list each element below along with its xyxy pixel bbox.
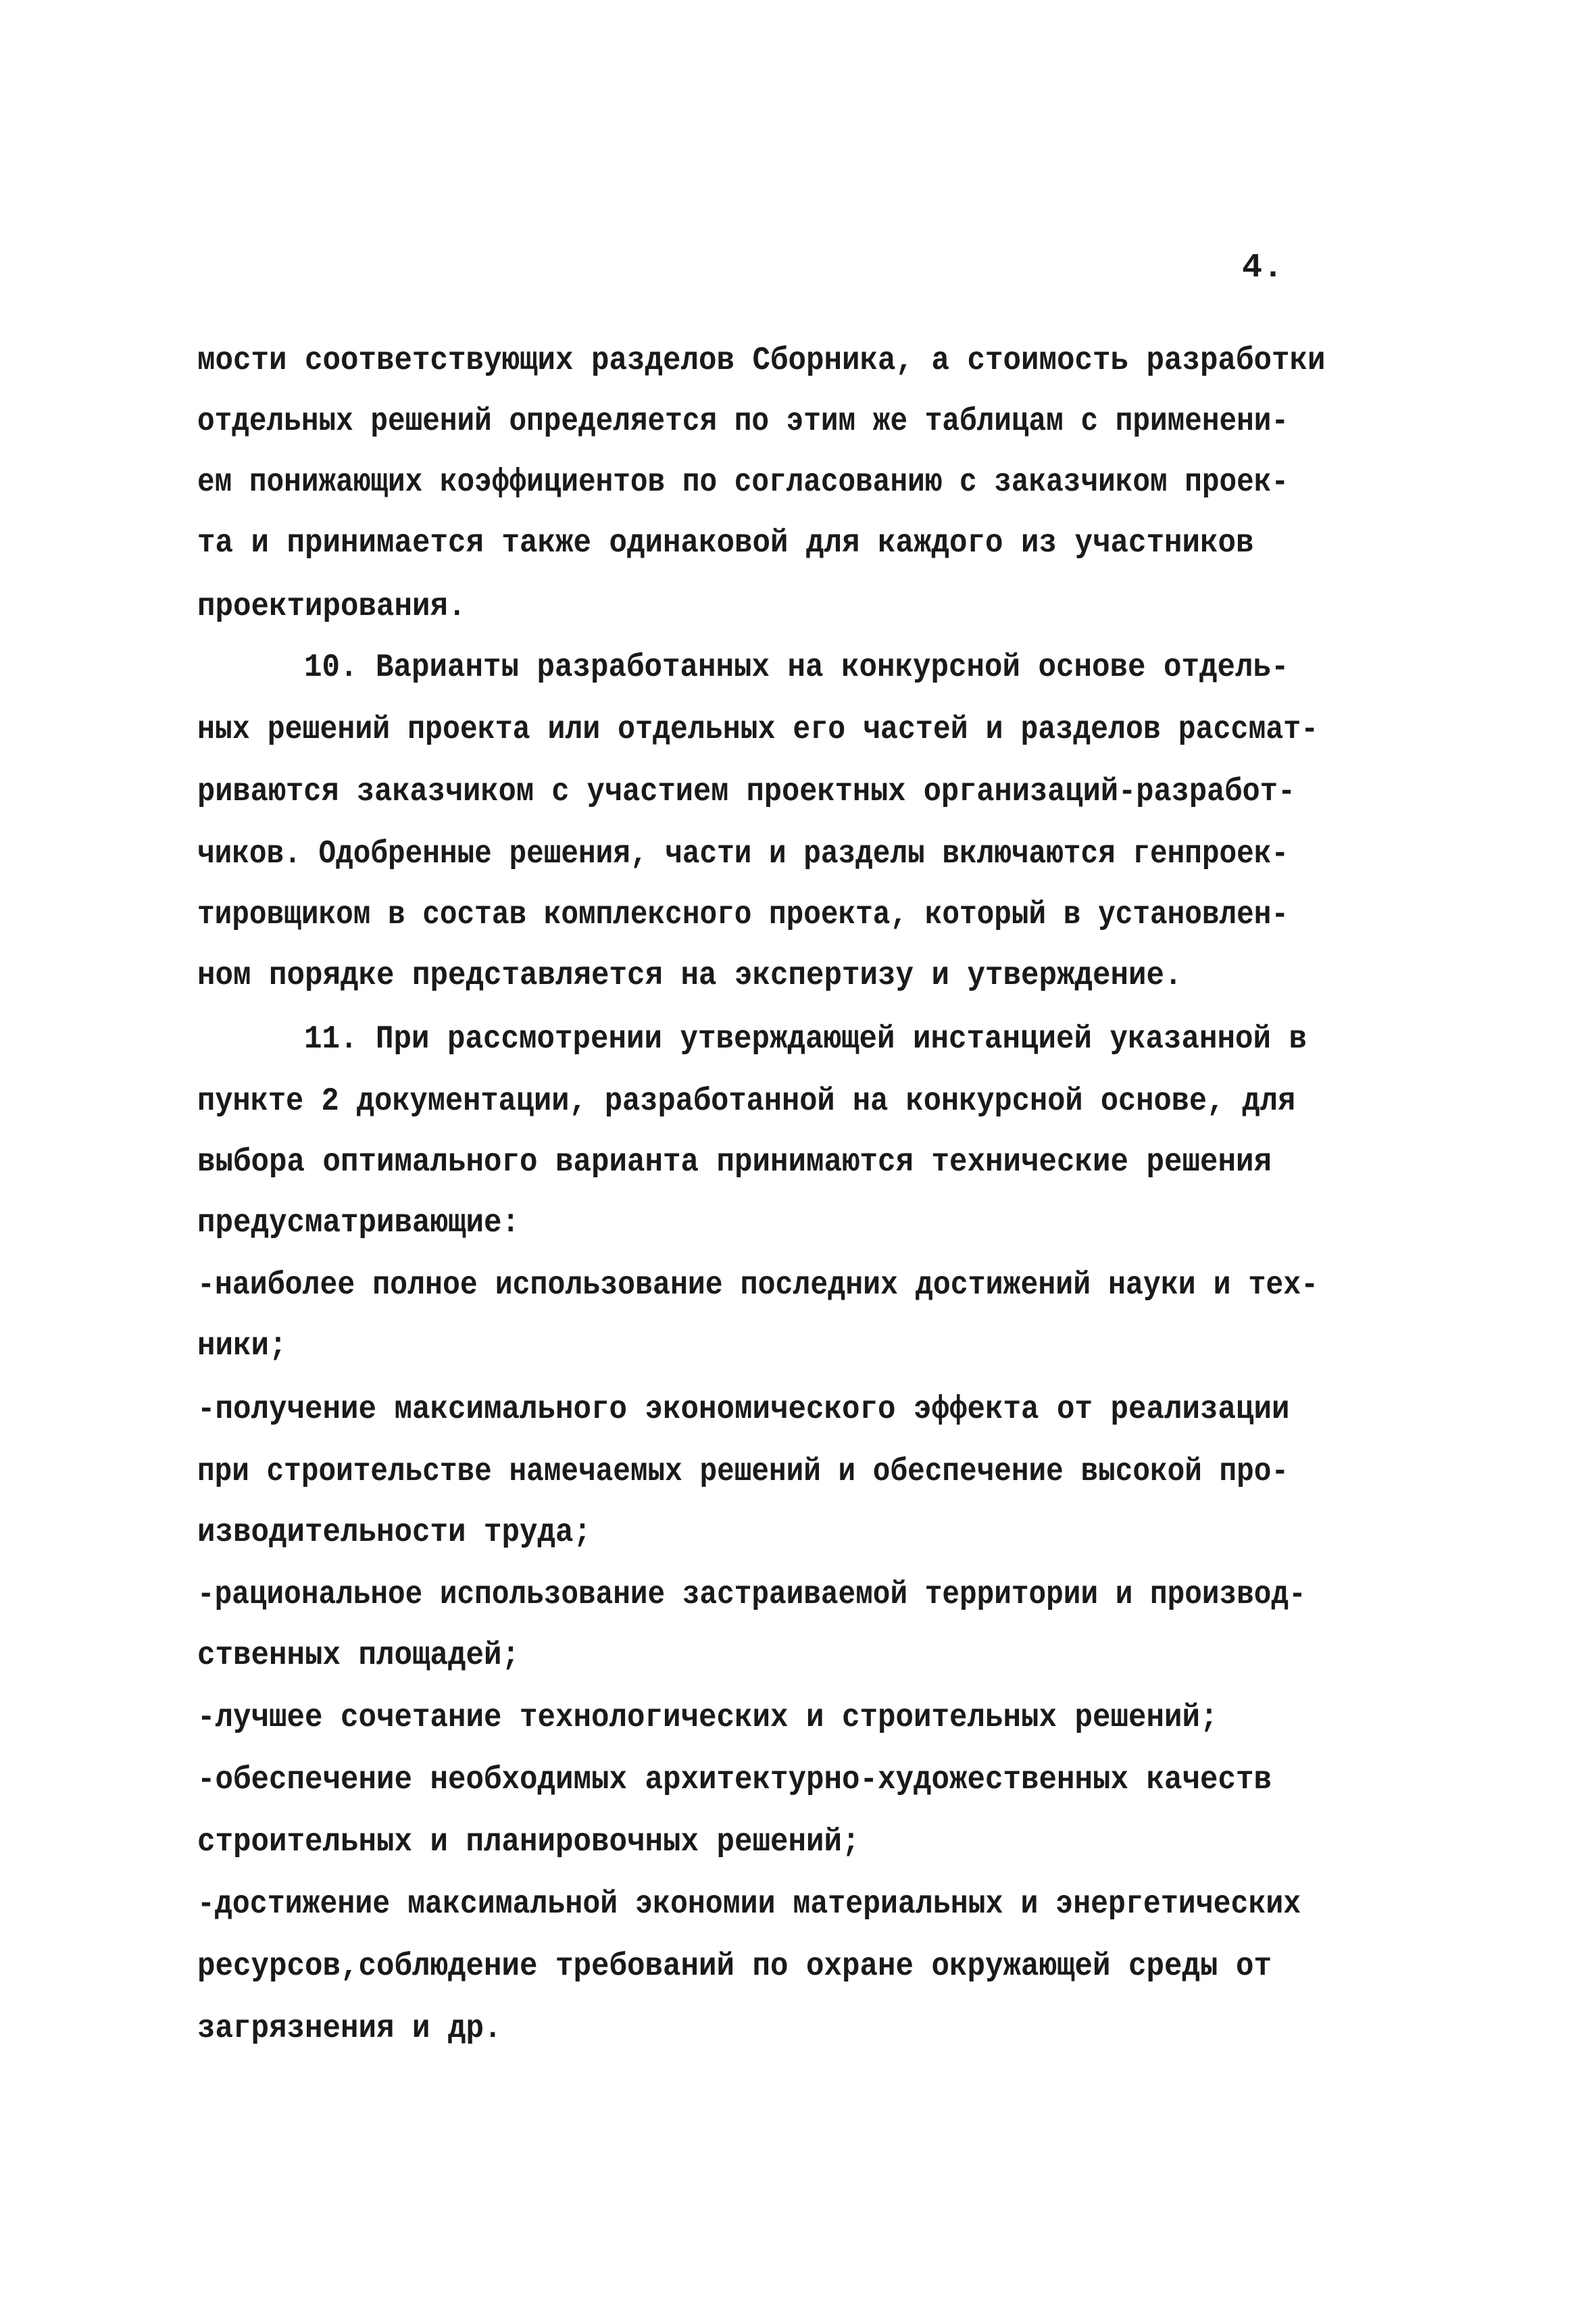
text-line: чиков. Одобренные решения, части и разделы включаются генпроек- xyxy=(197,836,1289,872)
text-line: ных решений проекта или отдельных его частей и разделов рассмат- xyxy=(197,712,1319,748)
text-line: ем понижающих коэффициентов по согласованию с заказчиком проек- xyxy=(197,464,1289,501)
paragraph-11-first-line: 11. При рассмотрении утверждающей инстанцией указанной в xyxy=(304,1021,1307,1058)
text-line: отдельных решений определяется по этим же таблицам с применени- xyxy=(197,403,1289,440)
text-line: предусматривающие: xyxy=(197,1205,520,1241)
list-item: -обеспечение необходимых архитектурно-художественных качеств xyxy=(197,1762,1272,1798)
text-line: выбора оптимального варианта принимаются технические решения xyxy=(197,1144,1272,1181)
list-item: -наиболее полное использование последних достижений науки и тех- xyxy=(197,1267,1319,1304)
text-line: мости соответствующих разделов Сборника, а стоимость разработки xyxy=(197,343,1326,379)
text-line: риваются заказчиком с участием проектных организаций-разработ- xyxy=(197,774,1296,810)
list-item: -достижение максимальной экономии материальных и энергетических xyxy=(197,1886,1301,1923)
text-line: проектирования. xyxy=(197,589,466,625)
list-item: -рациональное использование застраиваемой территории и производ- xyxy=(197,1577,1306,1613)
page-number: 4. xyxy=(1242,249,1285,287)
text-line: ресурсов,соблюдение требований по охране окружающей среды от xyxy=(197,1948,1272,1985)
text-line: пункте 2 документации, разработанной на конкурсной основе, для xyxy=(197,1083,1296,1120)
text-line: строительных и планировочных решений; xyxy=(197,1824,860,1861)
text-line: ном порядке представляется на экспертизу и утверждение. xyxy=(197,958,1182,994)
text-line: при строительстве намечаемых решений и обеспечение высокой про- xyxy=(197,1454,1289,1490)
text-line: изводительности труда; xyxy=(197,1515,592,1551)
list-item: -получение максимального экономического эффекта от реализации xyxy=(197,1392,1290,1428)
text-line: ники; xyxy=(197,1328,287,1364)
text-line: тировщиком в состав комплексного проекта, который в установлен- xyxy=(197,897,1289,933)
text-line: та и принимается также одинаковой для каждого из участников xyxy=(197,525,1254,562)
text-line: загрязнения и др. xyxy=(197,2011,502,2047)
text-line: ственных площадей; xyxy=(197,1638,520,1674)
list-item: -лучшее сочетание технологических и строительных решений; xyxy=(197,1700,1218,1736)
paragraph-10-first-line: 10. Варианты разработанных на конкурсной основе отдель- xyxy=(304,649,1289,686)
